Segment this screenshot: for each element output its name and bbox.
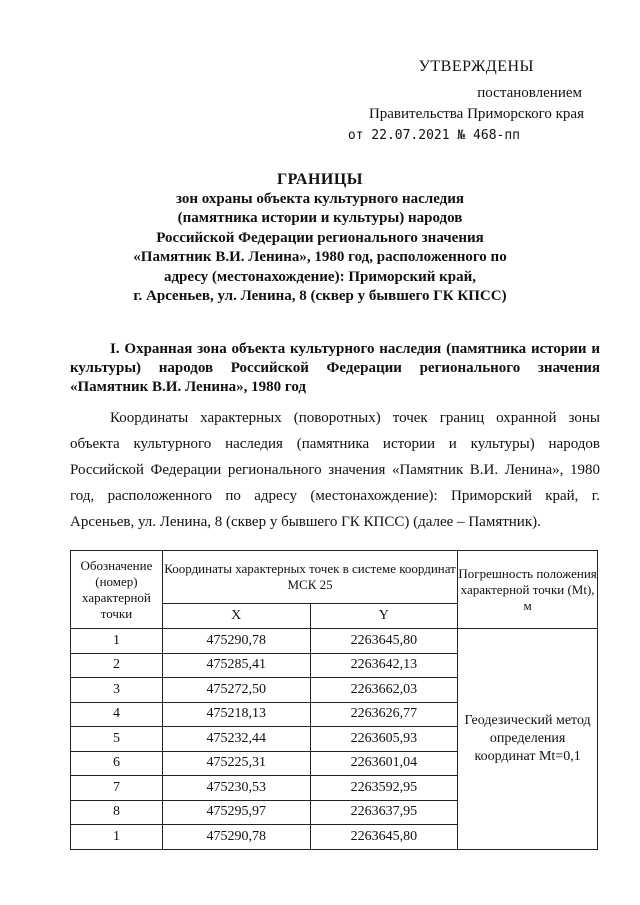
section-heading [70, 340, 600, 397]
section-heading-text: I. Охранная зона объекта культурного наследия (памятника истории и культуры) народов Российской Федерации регионального значения «Памятник В.И. Ленина», 1980 год [70, 341, 600, 395]
title-line: адресу (местонахождение): Приморский край, [163, 268, 477, 285]
cell-x: 475272,50 [162, 678, 310, 703]
cell-x: 475218,13 [162, 702, 310, 727]
cell-x: 475290,78 [162, 825, 310, 850]
cell-point: 4 [71, 702, 163, 727]
title-line: Российской Федерации регионального значения [156, 229, 484, 246]
cell-x: 475232,44 [162, 727, 310, 752]
cell-x: 475295,97 [162, 800, 310, 825]
cell-y: 2263645,80 [310, 629, 458, 654]
cell-x: 475230,53 [162, 776, 310, 801]
cell-y: 2263662,03 [310, 678, 458, 703]
header-coords: Координаты характерных точек в системе координат МСК 25 [162, 551, 457, 604]
header-error: Погрешность положения характерной точки (Mt), м [458, 551, 598, 629]
cell-y: 2263605,93 [310, 727, 458, 752]
cell-point: 7 [71, 776, 163, 801]
cell-point: 2 [71, 653, 163, 678]
cell-point: 1 [71, 629, 163, 654]
header-y: Y [310, 604, 458, 629]
cell-point: 8 [71, 800, 163, 825]
cell-y: 2263645,80 [310, 825, 458, 850]
approval-block [348, 56, 584, 146]
cell-y: 2263637,95 [310, 800, 458, 825]
cell-x: 475285,41 [162, 653, 310, 678]
title-line: «Памятник В.И. Ленина», 1980 год, расположенного по [133, 249, 507, 265]
title-main: ГРАНИЦЫ [276, 171, 363, 188]
document-title [0, 170, 640, 307]
cell-y: 2263642,13 [310, 653, 458, 678]
cell-point: 3 [71, 678, 163, 703]
header-x: X [162, 604, 310, 629]
cell-x: 475290,78 [162, 629, 310, 654]
approval-date: от 22.07.2021 № 468-пп [347, 128, 520, 143]
approval-line-1: постановлением [477, 85, 582, 101]
cell-point: 6 [71, 751, 163, 776]
body-paragraph [70, 405, 600, 535]
title-line: г. Арсеньев, ул. Ленина, 8 (сквер у бывшего ГК КПСС) [133, 288, 507, 304]
title-line: (памятника истории и культуры) народов [177, 210, 463, 226]
cell-point: 5 [71, 727, 163, 752]
cell-y: 2263626,77 [310, 702, 458, 727]
cell-y: 2263592,95 [310, 776, 458, 801]
approval-line-2: Правительства Приморского края [368, 106, 584, 122]
title-line: зон охраны объекта культурного наследия [175, 190, 465, 207]
table-row [71, 629, 598, 654]
header-point: Обозначение (номер) характерной точки [71, 551, 163, 629]
cell-x: 475225,31 [162, 751, 310, 776]
cell-point: 1 [71, 825, 163, 850]
approval-heading: УТВЕРЖДЕНЫ [418, 58, 534, 75]
cell-method: Геодезический метод определения координат Mt=0,1 [458, 629, 598, 850]
coordinates-table [70, 550, 598, 850]
cell-y: 2263601,04 [310, 751, 458, 776]
paragraph-text: Координаты характерных (поворотных) точек границ охранной зоны объекта культурного наследия (памятника истории и культуры) народов Российской Федерации регионального значения «Памятник В.И. Ленина», 1980 год, расположенного по адресу (местонахождение): Приморский край, г. Арсеньев, ул. Ленина, 8 (сквер у бывшего ГК КПСС) (далее – Памятник). [70, 410, 600, 530]
